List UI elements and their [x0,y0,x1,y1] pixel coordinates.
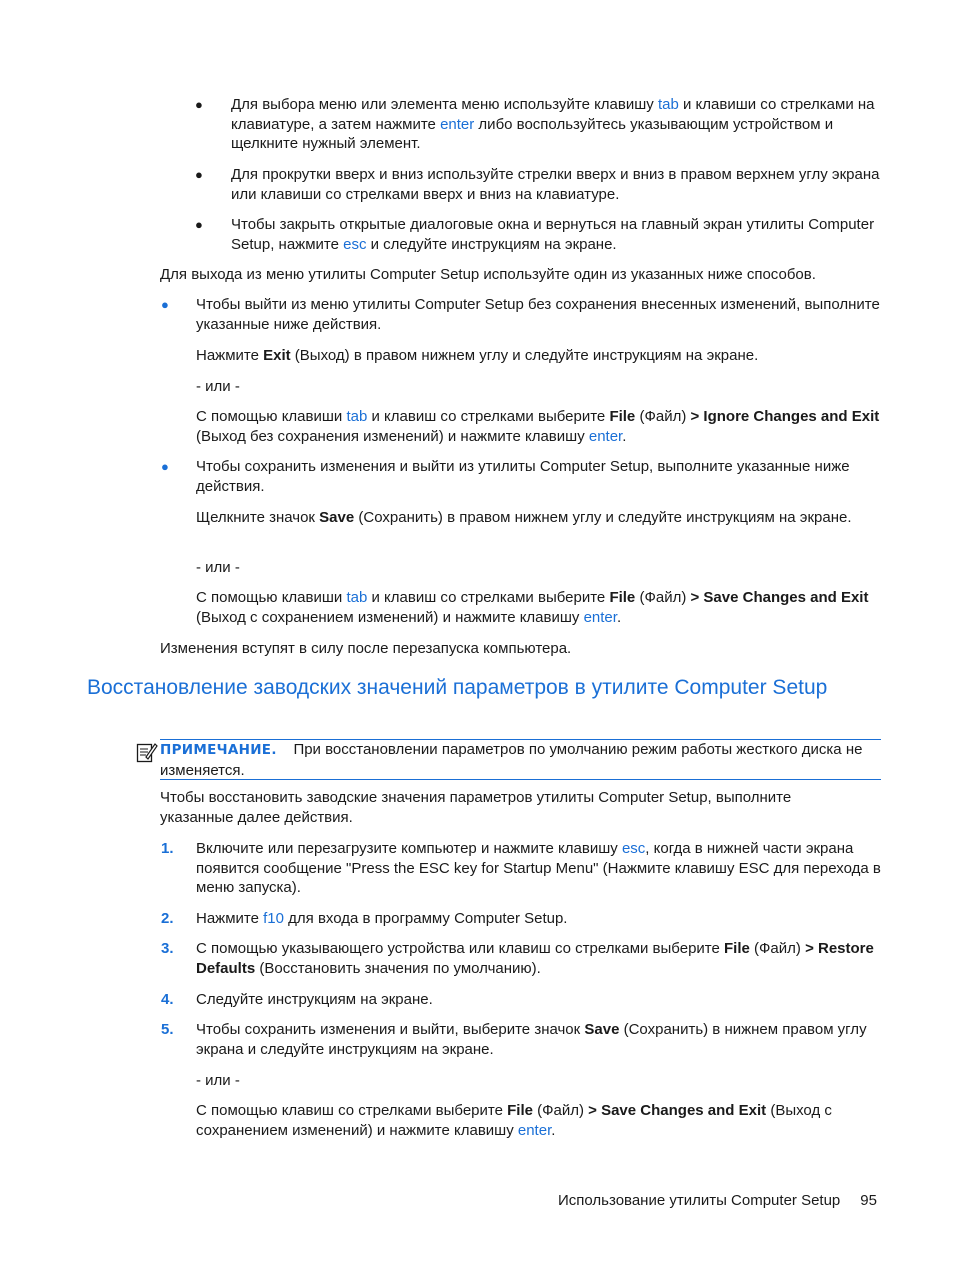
bullet-text: Для прокрутки вверх и вниз используйте стрелки вверх и вниз в правом верхнем углу экрана или клавиши со стрелками вверх и вниз на клавиатуре. [231,166,880,203]
exit-save-step2: С помощью клавиши tab и клавиш со стрелками выберите File (Файл) > Save Changes and Exit (Выход с сохранением изменений) и нажмите клавишу enter. [196,589,869,626]
note-label: ПРИМЕЧАНИЕ. [160,742,277,758]
page-footer [558,1191,877,1211]
exit-save-step1: Щелкните значок Save (Сохранить) в правом нижнем углу и следуйте инструкциям на экране. [196,509,852,526]
step-number: 2. [161,910,174,927]
note-box [160,739,881,780]
step-number: 3. [161,940,174,957]
exit-nosave-item [161,295,881,334]
step-item [161,909,881,929]
step-text: Нажмите f10 для входа в программу Computer Setup. [196,910,568,927]
step-text: Включите или перезагрузите компьютер и нажмите клавишу esc, когда в нижней части экрана появится сообщение "Press the ESC key for Startup Menu" (Нажмите клавишу ESC для перехода в меню запуска). [196,840,881,896]
step-item [161,839,881,898]
note-text: ПРИМЕЧАНИЕ. При восстановлении параметров по умолчанию режим работы жесткого диска не изменяется. [160,741,863,779]
bullet-text: Для выбора меню или элемента меню используйте клавишу tab и клавиши со стрелками на клавиатуре, а затем нажмите enter либо воспользуйтесь указывающим устройством и щелкните нужный элемент. [231,96,875,152]
step-text: Следуйте инструкциям на экране. [196,991,433,1008]
bullet-item [195,215,881,254]
footer-title: Использование утилиты Computer Setup [558,1192,841,1209]
bullet-icon: ● [195,217,203,232]
note-icon [136,741,158,763]
step-text: С помощью указывающего устройства или клавиш со стрелками выберите File (Файл) > Restore Defaults (Восстановить значения по умолчанию). [196,940,874,977]
exit-save-item [161,457,881,496]
exit-nosave-step2: С помощью клавиши tab и клавиш со стрелками выберите File (Файл) > Ignore Changes and Exit (Выход без сохранения изменений) и нажмите клавишу enter. [196,408,880,445]
bullet-icon: ● [161,297,169,312]
or-separator: - или - [196,1072,240,1089]
step-number: 5. [161,1021,174,1038]
exit-nosave-step1: Нажмите Exit (Выход) в правом нижнем углу и следуйте инструкциям на экране. [196,347,759,364]
or-separator: - или - [196,559,240,576]
bullet-text: Чтобы закрыть открытые диалоговые окна и вернуться на главный экран утилиты Computer Setup, нажмите esc и следуйте инструкциям на экране. [231,216,875,253]
exit-intro: Для выхода из меню утилиты Computer Setup используйте один из указанных ниже способов. [160,266,816,283]
exit-save-text: Чтобы сохранить изменения и выйти из утилиты Computer Setup, выполните указанные ниже действия. [196,458,850,495]
page-number: 95 [860,1192,877,1209]
or-separator: - или - [196,378,240,395]
step-item [161,1020,881,1059]
exit-nosave-text: Чтобы выйти из меню утилиты Computer Setup без сохранения внесенных изменений, выполните указанные ниже действия. [196,296,880,333]
step-text: Чтобы сохранить изменения и выйти, выберите значок Save (Сохранить) в нижнем правом углу экрана и следуйте инструкциям на экране. [196,1021,867,1058]
step-number: 4. [161,991,174,1008]
changes-note: Изменения вступят в силу после перезапуска компьютера. [160,640,572,657]
restore-intro: Чтобы восстановить заводские значения параметров утилиты Computer Setup, выполните указанные далее действия. [160,789,792,826]
step-number: 1. [161,840,174,857]
section-heading: Восстановление заводских значений параметров в утилите Computer Setup [87,676,828,699]
step-item [161,939,881,978]
bullet-item [195,165,881,204]
step-alt-text: С помощью клавиш со стрелками выберите File (Файл) > Save Changes and Exit (Выход с сохранением изменений) и нажмите клавишу enter. [196,1102,832,1139]
bullet-icon: ● [161,459,169,474]
bullet-icon: ● [195,167,203,182]
step-item [161,990,881,1010]
bullet-icon: ● [195,97,203,112]
bullet-item [195,95,881,154]
